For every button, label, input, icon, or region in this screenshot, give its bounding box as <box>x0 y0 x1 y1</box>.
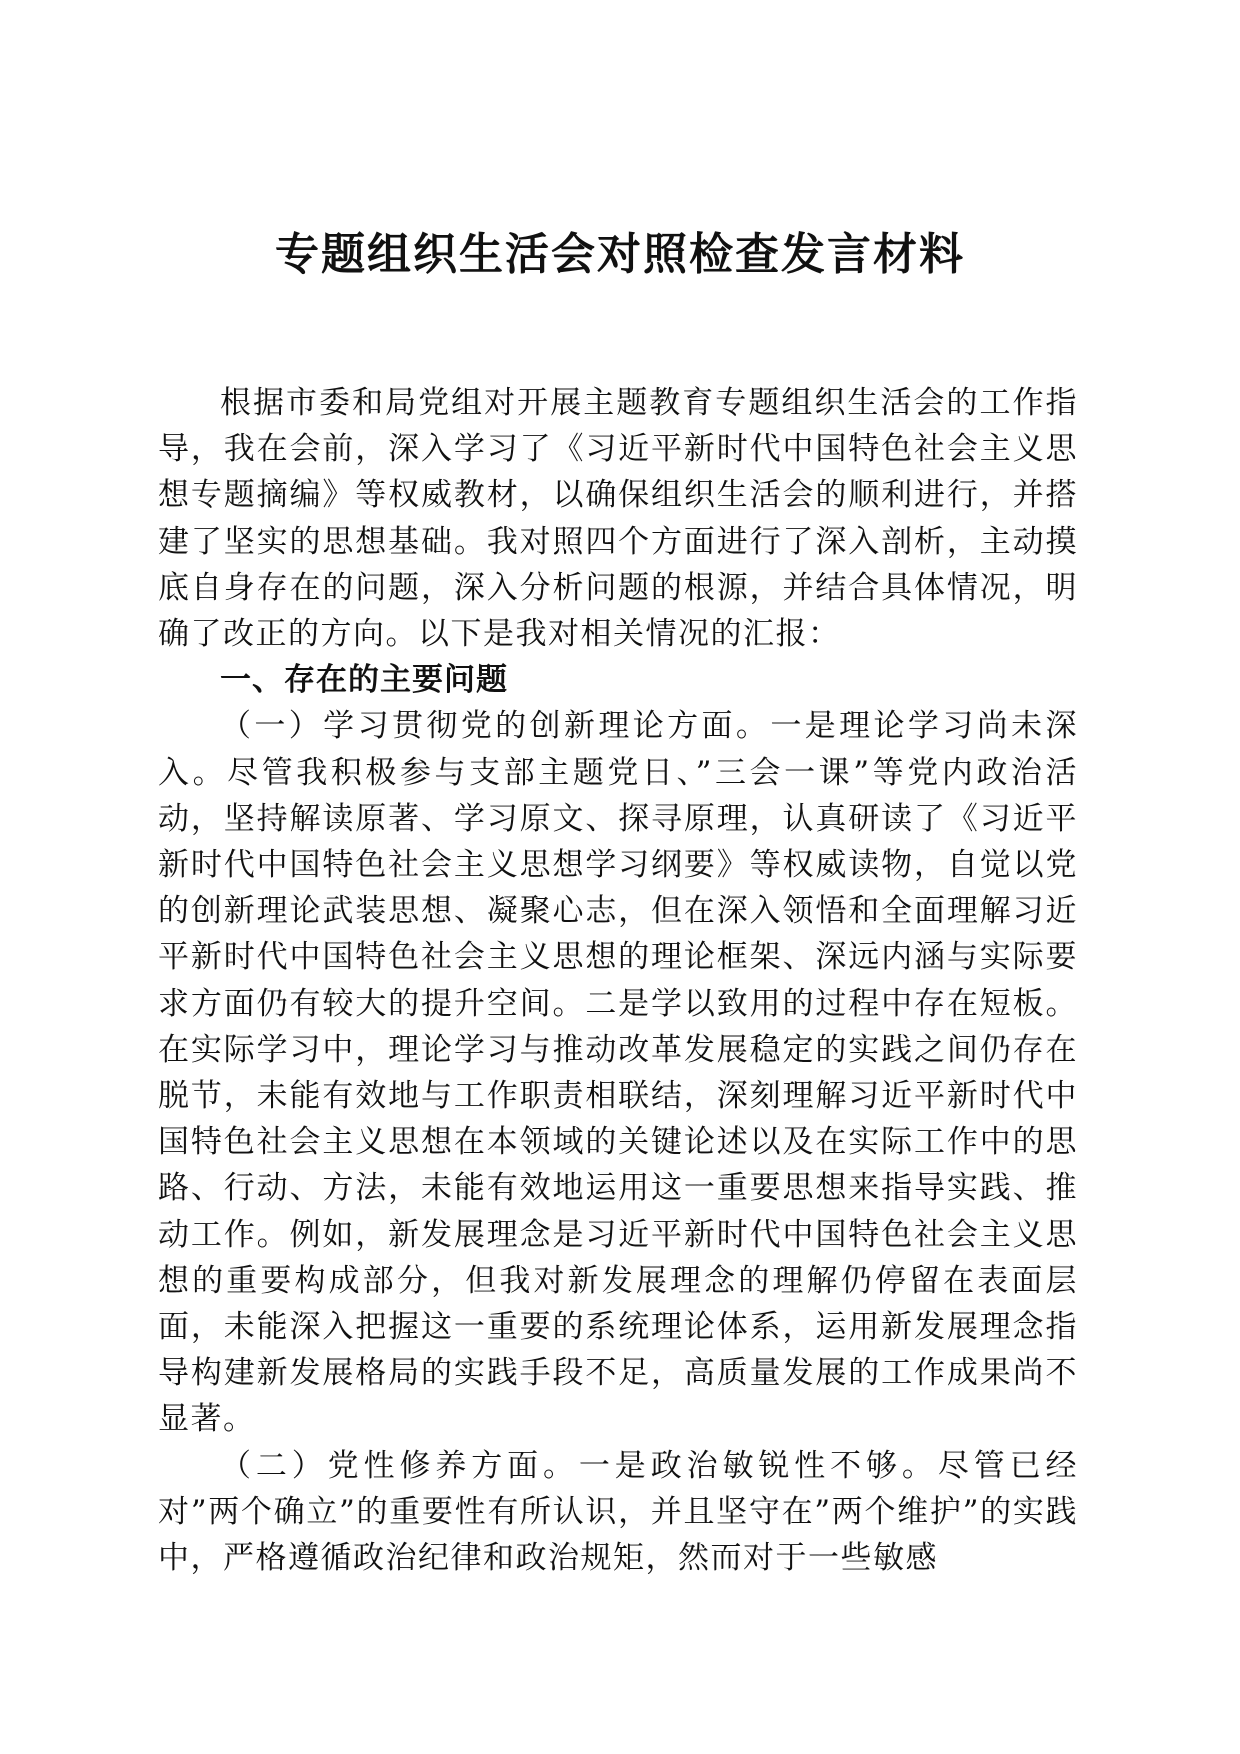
problem-item-party-cultivation: （二）党性修养方面。一是政治敏锐性不够。尽管已经对”两个确立”的重要性有所认识，并且坚守在”两个维护”的实践中，严格遵循政治纪律和政治规矩，然而对于一些敏感 <box>158 1447 1078 1577</box>
document-title: 专题组织生活会对照检查发言材料 <box>275 229 965 280</box>
document-body <box>158 380 1078 1581</box>
problem-item-theory-study: （一）学习贯彻党的创新理论方面。一是理论学习尚未深入。尽管我积极参与支部主题党日、”三会一课”等党内政治活动，坚持解读原著、学习原文、探寻原理，认真研读了《习近平新时代中国特色社会主义思想学习纲要》等权威读物，自觉以党的创新理论武装思想、凝聚心志，但在深入领悟和全面理解习近平新时代中国特色社会主义思想的理论框架、深远内涵与实际要求方面仍有较大的提升空间。二是学以致用的过程中存在短板。在实际学习中，理论学习与推动改革发展稳定的实践之间仍存在脱节，未能有效地与工作职责相联结，深刻理解习近平新时代中国特色社会主义思想在本领域的关键论述以及在实际工作中的思路、行动、方法，未能有效地运用这一重要思想来指导实践、推动工作。例如，新发展理念是习近平新时代中国特色社会主义思想的重要构成部分，但我对新发展理念的理解仍停留在表面层面，未能深入把握这一重要的系统理论体系，运用新发展理念指导构建新发展格局的实践手段不足，高质量发展的工作成果尚不显著。 <box>158 708 1078 1438</box>
intro-paragraph: 根据市委和局党组对开展主题教育专题组织生活会的工作指导，我在会前，深入学习了《习近平新时代中国特色社会主义思想专题摘编》等权威教材，以确保组织生活会的顺利进行，并搭建了坚实的思想基础。我对照四个方面进行了深入剖析，主动摸底自身存在的问题，深入分析问题的根源，并结合具体情况，明确了改正的方向。以下是我对相关情况的汇报： <box>158 385 1078 653</box>
section-heading-main-problems: 一、存在的主要问题 <box>220 662 508 699</box>
